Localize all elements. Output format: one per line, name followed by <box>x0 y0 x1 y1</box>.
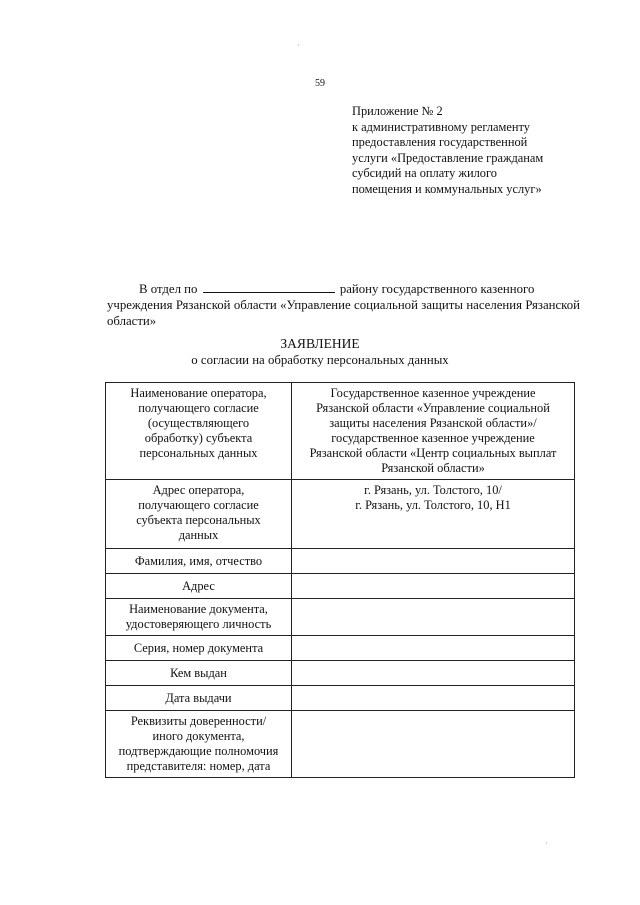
field-value-line: г. Рязань, ул. Толстого, 10/ <box>364 483 502 497</box>
field-value-line: Рязанской области «Центр социальных выплат <box>309 446 557 460</box>
field-value-line: г. Рязань, ул. Толстого, 10, Н1 <box>355 498 511 512</box>
field-label-line: Наименование оператора, <box>130 386 267 400</box>
document-subtitle: о согласии на обработку персональных данных <box>191 353 449 367</box>
appendix-line: Приложение № 2 <box>352 104 443 118</box>
field-label-cell <box>106 711 292 778</box>
field-label-line: Кем выдан <box>170 665 227 680</box>
appendix-line: к административному регламенту <box>352 119 530 134</box>
table-row <box>106 480 575 549</box>
consent-form-table <box>105 382 575 778</box>
addressee-block <box>107 281 580 329</box>
appendix-block <box>352 104 602 197</box>
addressee-rest: учреждения Рязанской области «Управление социальной защиты населения Рязанской области» <box>107 298 580 328</box>
document-title: ЗАЯВЛЕНИЕ <box>280 336 360 351</box>
field-value-cell <box>292 480 575 549</box>
table-row <box>106 574 575 599</box>
table-row <box>106 686 575 711</box>
field-label-cell <box>106 574 292 599</box>
field-value-line: Государственное казенное учреждение <box>330 386 536 400</box>
field-label-cell <box>106 599 292 636</box>
field-label-line: иного документа, <box>152 729 245 743</box>
field-label-line: Адрес оператора, <box>152 483 245 497</box>
table-row <box>106 599 575 636</box>
addressee-prefix: В отдел по <box>139 282 198 296</box>
field-label-cell <box>106 661 292 686</box>
field-label-line: представителя: номер, дата <box>126 759 271 773</box>
field-value-cell[interactable] <box>292 711 575 778</box>
addressee-suffix: району государственного казенного <box>339 282 535 296</box>
field-label-line: Фамилия, имя, отчество <box>134 553 263 568</box>
field-label-cell <box>106 686 292 711</box>
table-row <box>106 661 575 686</box>
field-value-cell <box>292 383 575 480</box>
field-value-cell[interactable] <box>292 636 575 661</box>
field-label-cell <box>106 549 292 574</box>
addressee-first-line <box>107 281 580 297</box>
table-row <box>106 383 575 480</box>
appendix-line: предоставления государственной <box>352 135 528 149</box>
field-label-line: Серия, номер документа <box>133 640 264 655</box>
field-value-line: защиты населения Рязанской области»/ <box>329 416 537 430</box>
appendix-line: помещения и коммунальных услуг» <box>352 181 542 196</box>
field-label-line: данных <box>178 528 219 542</box>
field-label-line: обработку) субъекта <box>144 431 253 445</box>
field-label-line: удостоверяющего личность <box>125 617 272 631</box>
table-row <box>106 636 575 661</box>
field-label-line: (осуществляющего <box>147 416 250 430</box>
field-label-line: получающего согласие <box>138 401 259 415</box>
field-value-cell[interactable] <box>292 599 575 636</box>
field-value-cell[interactable] <box>292 686 575 711</box>
appendix-line: субсидий на оплату жилого <box>352 166 497 180</box>
field-value-line: государственное казенное учреждение <box>331 431 535 445</box>
field-label-line: Реквизиты доверенности/ <box>130 714 267 728</box>
field-label-cell <box>106 636 292 661</box>
scan-speck: · <box>297 40 300 50</box>
field-label-cell <box>106 480 292 549</box>
field-label-line: персональных данных <box>139 446 258 460</box>
field-label-line: подтверждающие полномочия <box>118 744 279 758</box>
appendix-line: услуги «Предоставление гражданам <box>352 150 544 165</box>
field-label-line: субъекта персональных <box>136 513 261 527</box>
district-blank-field[interactable] <box>203 282 335 293</box>
field-label-line: получающего согласие <box>138 498 259 512</box>
page-number: 59 <box>315 78 325 89</box>
field-label-line: Наименование документа, <box>129 602 268 616</box>
scan-speck: · <box>545 838 548 848</box>
field-value-line: Рязанской области «Управление социальной <box>316 401 550 415</box>
field-value-cell[interactable] <box>292 549 575 574</box>
table-row <box>106 549 575 574</box>
field-label-line: Адрес <box>182 578 215 593</box>
table-row <box>106 711 575 778</box>
field-label-cell <box>106 383 292 480</box>
field-value-cell[interactable] <box>292 574 575 599</box>
field-label-line: Дата выдачи <box>165 690 232 705</box>
field-value-cell[interactable] <box>292 661 575 686</box>
field-value-line: Рязанской области» <box>381 461 485 475</box>
